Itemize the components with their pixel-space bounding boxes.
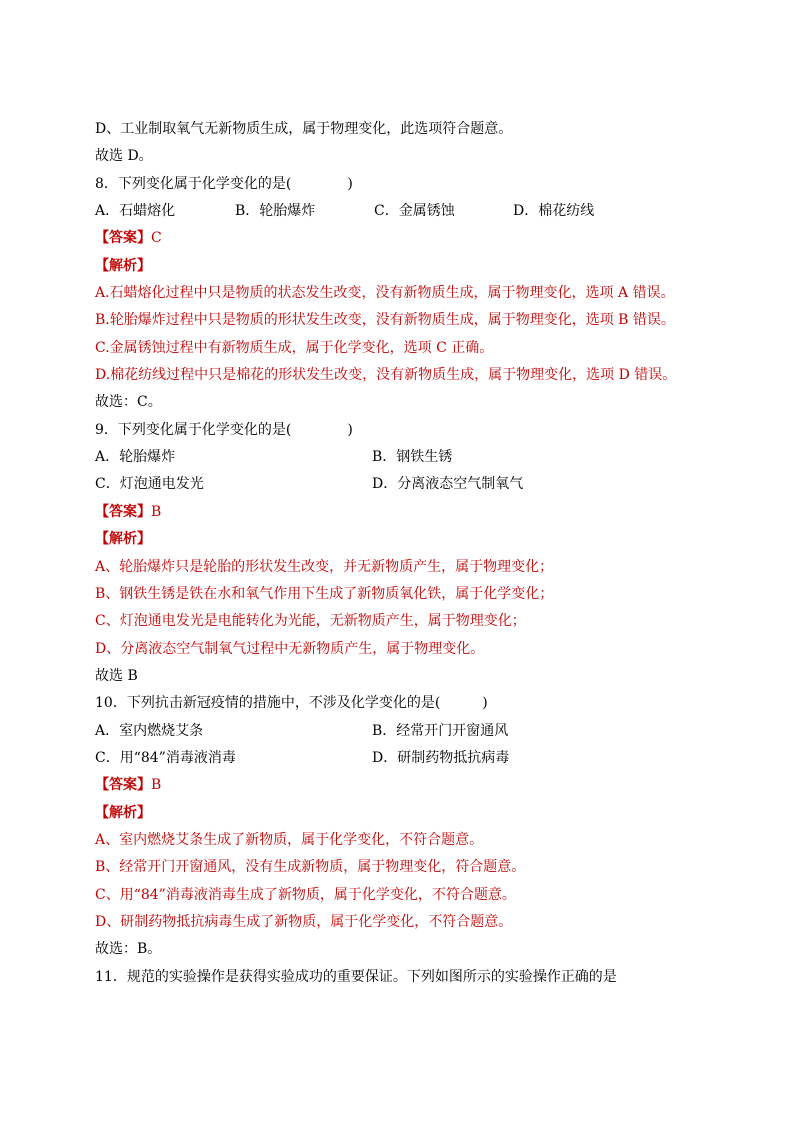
option-text: C．用“84”消毒液消毒	[95, 749, 236, 766]
option-text: A．石蜡熔化	[95, 203, 176, 220]
section-label: 【解析】	[95, 257, 151, 274]
document-content	[95, 118, 735, 993]
text-line: A、轮胎爆炸只是轮胎的形状发生改变，并无新物质产生，属于物理变化；	[95, 558, 554, 575]
answer-line	[95, 528, 735, 555]
text-line: 8．下列变化属于化学变化的是( )	[95, 175, 353, 192]
text-line: C.金属锈蚀过程中有新物质生成，属于化学变化，选项 C 正确。	[95, 339, 494, 356]
text-line: A、室内燃烧艾条生成了新物质，属于化学变化，不符合题意。	[95, 831, 484, 848]
text-line: 故选 B	[95, 667, 138, 684]
text-line: D、分离液态空气制氧气过程中无新物质产生，属于物理变化。	[95, 640, 485, 657]
options-row	[95, 446, 735, 473]
section-label: 【解析】	[95, 531, 151, 548]
text-line: D、研制药物抵抗病毒生成了新物质，属于化学变化，不符合题意。	[95, 913, 513, 930]
text-line: C、灯泡通电发光是电能转化为光能，无新物质产生，属于物理变化；	[95, 613, 526, 630]
text-line: B、经常开门开窗通风，没有生成新物质，属于物理变化，符合题意。	[95, 859, 526, 876]
text-line: 10．下列抗击新冠疫情的措施中，不涉及化学变化的是( )	[95, 695, 488, 712]
option-text: A．轮胎爆炸	[95, 449, 176, 466]
text-line: D、工业制取氧气无新物质生成，属于物理变化，此选项符合题意。	[95, 121, 513, 137]
section-label: 【答案】	[95, 503, 151, 520]
option-text: D．研制药物抵抗病毒	[372, 749, 510, 766]
options-row	[95, 720, 735, 747]
text-line: 9．下列变化属于化学变化的是( )	[95, 421, 353, 438]
section-label: 【解析】	[95, 804, 151, 821]
text-line: 故选 D。	[95, 148, 153, 165]
answer-line	[95, 255, 735, 282]
answer-line	[95, 802, 735, 829]
text-line: D.棉花纺线过程中只是棉花的形状发生改变，没有新物质生成，属于物理变化，选项 D 错误。	[95, 367, 677, 384]
text-line: 故选：C。	[95, 394, 162, 411]
answer-line	[95, 774, 735, 801]
option-text: D．分离液态空气制氧气	[372, 476, 524, 493]
answer-line	[95, 501, 735, 528]
options-row	[95, 747, 735, 774]
options-row	[95, 200, 735, 227]
text-line: C、用“84”消毒液消毒生成了新物质，属于化学变化，不符合题意。	[95, 886, 516, 903]
option-text: C．灯泡通电发光	[95, 476, 204, 493]
options-row	[95, 473, 735, 500]
text-line: B.轮胎爆炸过程中只是物质的形状发生改变，没有新物质生成，属于物理变化，选项 B 错误。	[95, 312, 675, 329]
answer-value: B	[151, 777, 162, 794]
text-line: 11．规范的实验操作是获得实验成功的重要保证。下列如图所示的实验操作正确的是	[95, 968, 617, 985]
option-text: B．经常开门开窗通风	[372, 722, 509, 739]
option-text: C．金属锈蚀	[374, 203, 455, 220]
answer-value: C	[151, 230, 162, 247]
answer-line	[95, 227, 735, 254]
option-text: B．轮胎爆炸	[235, 203, 316, 220]
section-label: 【答案】	[95, 777, 151, 794]
option-text: B．钢铁生锈	[372, 449, 453, 466]
section-label: 【答案】	[95, 230, 151, 247]
answer-value: B	[151, 503, 162, 520]
text-line: B、钢铁生锈是铁在水和氧气作用下生成了新物质氧化铁，属于化学变化；	[95, 585, 554, 602]
option-text: A．室内燃烧艾条	[95, 722, 204, 739]
text-line: A.石蜡熔化过程中只是物质的状态发生改变，没有新物质生成，属于物理变化，选项 A 错误。	[95, 285, 675, 302]
text-line: 故选：B。	[95, 941, 162, 958]
option-text: D．棉花纺线	[513, 203, 595, 220]
